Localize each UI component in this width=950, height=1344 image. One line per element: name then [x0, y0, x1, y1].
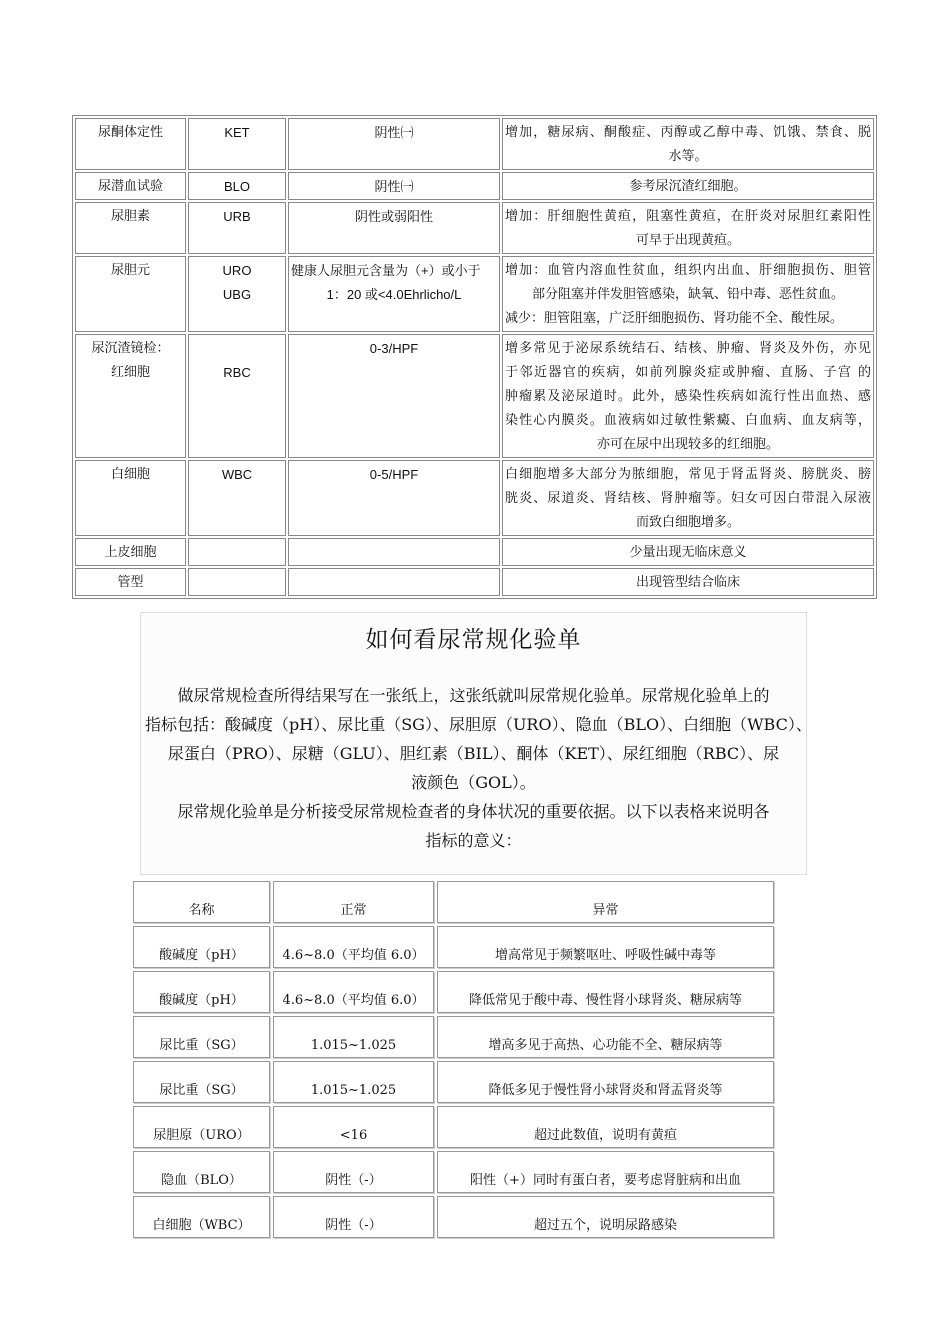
- article-panel: [140, 612, 812, 875]
- item-name-cell: 尿比重（SG）: [133, 1061, 270, 1103]
- table-row: [75, 172, 874, 200]
- description-cell: [502, 568, 874, 596]
- item-name-cell: [75, 538, 186, 566]
- normal-value-cell: 阴性（-）: [273, 1151, 434, 1193]
- table-row: [133, 1151, 774, 1193]
- cell-line: [291, 571, 497, 595]
- item-code-cell: [188, 118, 286, 170]
- abnormal-meaning-cell: 增高多见于高热、心功能不全、糖尿病等: [437, 1016, 774, 1058]
- description-cell: [502, 538, 874, 566]
- urinalysis-detail-table: [72, 115, 877, 599]
- article-line: 液颜色（GOL）。: [411, 773, 536, 792]
- cell-line: 增多常见于泌尿系统结石、结核、肿瘤、肾炎及外伤，亦见: [505, 341, 871, 356]
- cell-line: [291, 541, 497, 565]
- table-row: [75, 118, 874, 170]
- item-name-cell: 隐血（BLO）: [133, 1151, 270, 1193]
- cell-line: URB: [223, 209, 251, 224]
- article-line: 尿常规化验单是分析接受尿常规检查者的身体状况的重要依据。以下以表格来说明各: [177, 802, 770, 821]
- item-name-cell: [75, 460, 186, 536]
- cell-line: 健康人尿胆元含量为（+）或小于: [291, 263, 481, 278]
- table-row: [133, 971, 774, 1013]
- cell-line: 阴性或弱阳性: [354, 209, 433, 224]
- cell-line: 水等。: [668, 149, 708, 164]
- cell-line: URO: [222, 263, 252, 278]
- normal-value-cell: [288, 334, 500, 458]
- cell-line: 减少：胆管阻塞，广泛肝细胞损伤、肾功能不全、酸性尿。: [505, 311, 844, 326]
- normal-value-cell: 1.015~1.025: [273, 1016, 434, 1058]
- article-line: 尿蛋白（PRO）、尿糖（GLU）、胆红素（BIL）、酮体（KET）、尿红细胞（RBC）、尿: [167, 744, 780, 763]
- urinalysis-reference-table: [130, 878, 777, 1241]
- cell-line: [191, 571, 283, 595]
- cell-line: 尿沉渣镜检：: [91, 341, 170, 356]
- column-header: 异常: [437, 881, 774, 923]
- cell-line: BLO: [223, 179, 250, 194]
- table-row: [75, 460, 874, 536]
- description-cell: [502, 202, 874, 254]
- item-name-cell: 白细胞（WBC）: [133, 1196, 270, 1238]
- cell-line: 阴性㈠: [374, 125, 414, 140]
- item-code-cell: [188, 202, 286, 254]
- table-row: [133, 926, 774, 968]
- cell-line: 红细胞: [110, 365, 150, 380]
- item-name-cell: [75, 334, 186, 458]
- description-cell: [502, 118, 874, 170]
- cell-line: 部分阻塞并伴发胆管感染，缺氧、铅中毒、恶性贫血。: [531, 287, 844, 302]
- article-line: 指标的意义：: [425, 831, 522, 850]
- item-code-cell: [188, 538, 286, 566]
- item-code-cell: [188, 172, 286, 200]
- cell-line: 0-5/HPF: [369, 467, 419, 482]
- cell-line: 增加：血管内溶血性贫血，组织内出血、肝细胞损伤、胆管: [505, 263, 871, 278]
- cell-line: [191, 337, 283, 361]
- table-row: [75, 568, 874, 596]
- cell-line: 管型: [117, 575, 144, 590]
- table-row: [75, 334, 874, 458]
- abnormal-meaning-cell: 超过此数值，说明有黄疸: [437, 1106, 774, 1148]
- normal-value-cell: [288, 202, 500, 254]
- normal-value-cell: 阴性（-）: [273, 1196, 434, 1238]
- item-name-cell: 尿胆原（URO）: [133, 1106, 270, 1148]
- cell-line: 白细胞: [110, 467, 150, 482]
- item-code-cell: [188, 334, 286, 458]
- description-cell: [502, 334, 874, 458]
- abnormal-meaning-cell: 超过五个，说明尿路感染: [437, 1196, 774, 1238]
- item-code-cell: [188, 568, 286, 596]
- abnormal-meaning-cell: 降低多见于慢性肾小球肾炎和肾盂肾炎等: [437, 1061, 774, 1103]
- table-row: [133, 1196, 774, 1238]
- description-cell: [502, 460, 874, 536]
- normal-value-cell: [288, 172, 500, 200]
- cell-line: 可早于出现黄疸。: [635, 233, 740, 248]
- item-name-cell: 酸碱度（pH）: [133, 971, 270, 1013]
- cell-line: 上皮细胞: [104, 545, 157, 560]
- cell-line: 阴性㈠: [374, 179, 414, 194]
- article-title: 如何看尿常规化验单: [365, 627, 582, 653]
- cell-line: 染性心内膜炎。血液病如过敏性紫癜、白血病、血友病等，: [505, 413, 871, 428]
- cell-line: [191, 541, 283, 565]
- column-header: 正常: [273, 881, 434, 923]
- cell-line: 亦可在尿中出现较多的红细胞。: [596, 437, 779, 452]
- cell-line: 尿酮体定性: [97, 125, 163, 140]
- cell-line: 尿胆素: [110, 209, 150, 224]
- table-row: [133, 1106, 774, 1148]
- cell-line: 出现管型结合临床: [635, 575, 740, 590]
- cell-line: 尿胆元: [110, 263, 150, 278]
- cell-line: RBC: [223, 365, 251, 380]
- cell-line: 白细胞增多大部分为脓细胞，常见于肾盂肾炎、膀胱炎、膀: [505, 467, 871, 482]
- normal-value-cell: 1.015~1.025: [273, 1061, 434, 1103]
- table-row: [133, 1016, 774, 1058]
- cell-line: WBC: [221, 467, 253, 482]
- cell-line: 于邻近器官的疾病，如前列腺炎症或肿瘤、直肠、子宫 的: [505, 365, 871, 380]
- cell-line: 胱炎、尿道炎、肾结核、肾肿瘤等。妇女可因白带混入尿液: [505, 491, 871, 506]
- cell-line: 参考尿沉渣红细胞。: [629, 179, 747, 194]
- table-row: [133, 1061, 774, 1103]
- normal-value-cell: [288, 538, 500, 566]
- item-name-cell: [75, 256, 186, 332]
- item-name-cell: 酸碱度（pH）: [133, 926, 270, 968]
- cell-line: UBG: [222, 287, 252, 302]
- cell-line: 1：20 或<4.0Ehrlicho/L: [326, 287, 462, 302]
- abnormal-meaning-cell: 降低常见于酸中毒、慢性肾小球肾炎、糖尿病等: [437, 971, 774, 1013]
- item-name-cell: [75, 202, 186, 254]
- table-row: [75, 256, 874, 332]
- normal-value-cell: 4.6~8.0（平均值 6.0）: [273, 971, 434, 1013]
- normal-value-cell: [288, 256, 500, 332]
- normal-value-cell: [288, 118, 500, 170]
- description-cell: [502, 256, 874, 332]
- cell-line: 0-3/HPF: [369, 341, 419, 356]
- cell-line: 尿潜血试验: [97, 179, 163, 194]
- column-header: 名称: [133, 881, 270, 923]
- item-name-cell: 尿比重（SG）: [133, 1016, 270, 1058]
- item-code-cell: [188, 460, 286, 536]
- normal-value-cell: <16: [273, 1106, 434, 1148]
- item-code-cell: [188, 256, 286, 332]
- normal-value-cell: 4.6~8.0（平均值 6.0）: [273, 926, 434, 968]
- cell-line: 增加，糖尿病、酮酸症、丙醇或乙醇中毒、饥饿、禁食、脱: [505, 125, 871, 140]
- article-line: 做尿常规检查所得结果写在一张纸上，这张纸就叫尿常规化验单。尿常规化验单上的: [177, 686, 770, 705]
- normal-value-cell: [288, 460, 500, 536]
- article-line: 指标包括：酸碱度（pH）、尿比重（SG）、尿胆原（URO）、隐血（BLO）、白细胞（WBC）、: [145, 715, 812, 734]
- article-body: [145, 681, 812, 855]
- cell-line: 少量出现无临床意义: [629, 545, 747, 560]
- description-cell: [502, 172, 874, 200]
- table-header-row: [133, 881, 774, 923]
- abnormal-meaning-cell: 阳性（+）同时有蛋白者，要考虑肾脏病和出血: [437, 1151, 774, 1193]
- item-name-cell: [75, 172, 186, 200]
- cell-line: 而致白细胞增多。: [635, 515, 740, 530]
- abnormal-meaning-cell: 增高常见于频繁呕吐、呼吸性碱中毒等: [437, 926, 774, 968]
- cell-line: KET: [224, 125, 250, 140]
- normal-value-cell: [288, 568, 500, 596]
- table-row: [75, 538, 874, 566]
- cell-line: 肿瘤累及泌尿道时。此外，感染性疾病如流行性出血热、感: [505, 389, 871, 404]
- item-name-cell: [75, 568, 186, 596]
- cell-line: 增加：肝细胞性黄疸，阻塞性黄疸，在肝炎对尿胆红素阳性: [505, 209, 871, 224]
- table-row: [75, 202, 874, 254]
- item-name-cell: [75, 118, 186, 170]
